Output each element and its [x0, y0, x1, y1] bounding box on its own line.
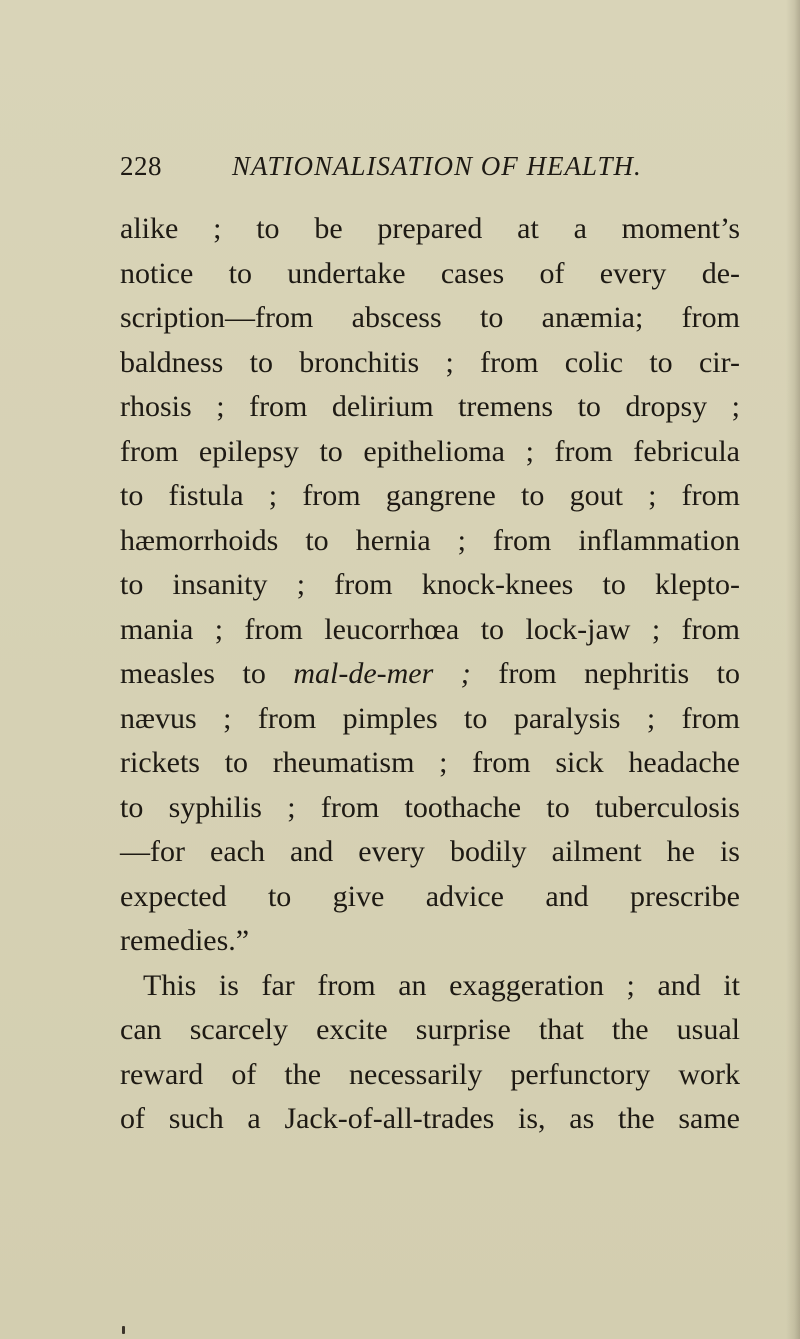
text-line	[120, 474, 740, 519]
text-segment: of such a Jack-of-all-trades is, as the same	[120, 1102, 740, 1135]
text-segment: from epilepsy to epithelioma ; from febricula	[120, 434, 740, 468]
text-segment: to syphilis ; from toothache to tuberculosis	[120, 790, 740, 824]
text-line	[120, 875, 740, 920]
text-line	[120, 1008, 740, 1053]
text-segment: rhosis ; from delirium tremens to dropsy ;	[120, 390, 740, 423]
text-line	[120, 964, 740, 1009]
text-segment: scription—from abscess to anæmia; from	[120, 301, 740, 334]
text-line	[120, 786, 740, 831]
text-segment: reward of the necessarily perfunctory work	[120, 1057, 740, 1091]
text-line	[120, 1097, 740, 1142]
text-segment: notice to undertake cases of every de-	[120, 256, 740, 290]
text-line	[120, 652, 740, 697]
text-segment: nævus ; from pimples to paralysis ; from	[120, 701, 740, 735]
text-line	[120, 252, 740, 297]
text-segment: from nephritis to	[470, 657, 740, 690]
text-segment: rickets to rheumatism ; from sick headache	[120, 746, 740, 779]
text-segment: to fistula ; from gangrene to gout ; from	[120, 479, 740, 512]
text-line	[120, 430, 740, 475]
text-line	[120, 519, 740, 564]
text-segment: hæmorrhoids to hernia ; from inflammation	[120, 523, 740, 557]
text-segment: mania ; from leucorrhœa to lock-jaw ; from	[120, 612, 740, 646]
text-segment: baldness to bronchitis ; from colic to cir-	[120, 345, 740, 379]
text-line	[120, 919, 740, 964]
ink-speck	[122, 1326, 125, 1334]
page-number: 228	[120, 151, 162, 181]
text-line	[120, 563, 740, 608]
text-segment: —for each and every bodily ailment he is	[120, 835, 740, 868]
text-segment: remedies.”	[120, 924, 250, 957]
text-segment: alike ; to be prepared at a moment’s	[120, 212, 740, 245]
text-line	[120, 830, 740, 875]
text-line	[120, 1053, 740, 1098]
text-line	[120, 341, 740, 386]
text-line	[120, 697, 740, 742]
text-line	[120, 207, 740, 252]
text-line	[120, 741, 740, 786]
text-line	[120, 608, 740, 653]
italic-phrase: mal-de-mer ;	[293, 657, 471, 690]
text-line	[120, 385, 740, 430]
text-segment: This is far from an exaggeration ; and it	[143, 968, 740, 1002]
running-head	[120, 148, 740, 184]
text-line	[120, 296, 740, 341]
running-head-title: NATIONALISATION OF HEALTH.	[232, 151, 642, 181]
body-text	[120, 207, 740, 1142]
page-edge-shadow	[786, 0, 800, 1339]
text-segment: measles to	[120, 657, 294, 690]
text-segment: can scarcely excite surprise that the usual	[120, 1013, 740, 1046]
text-segment: expected to give advice and prescribe	[120, 879, 740, 913]
text-segment: to insanity ; from knock-knees to klepto-	[120, 568, 740, 601]
